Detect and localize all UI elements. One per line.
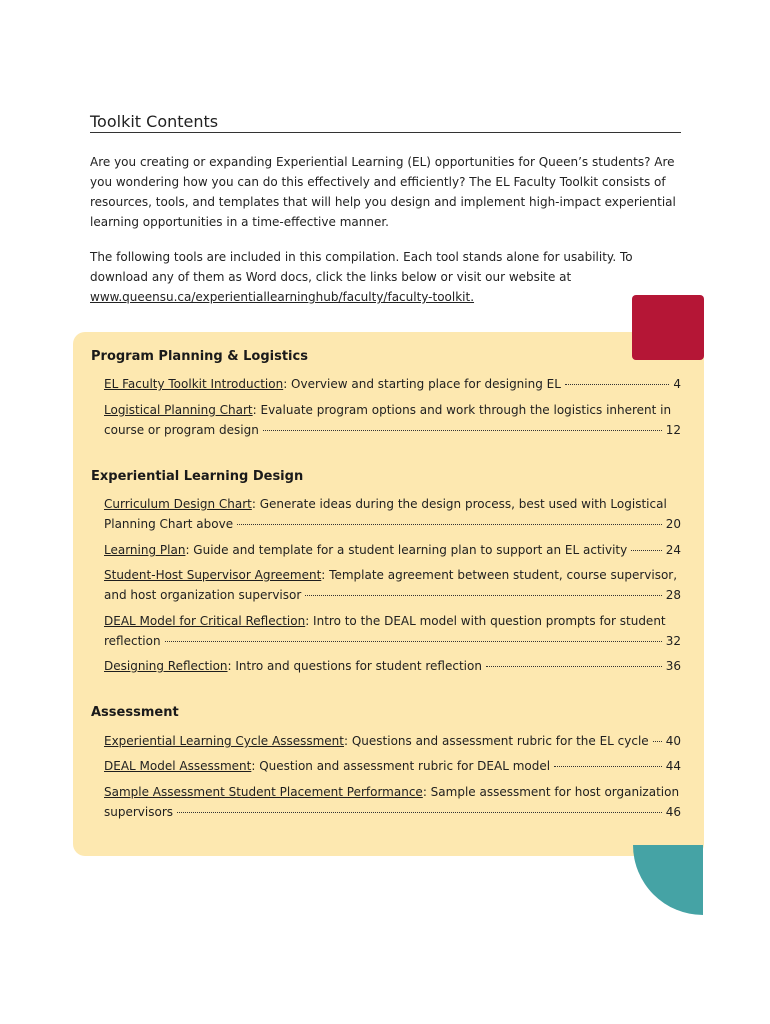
toc-entry: Sample Assessment Student Placement Performance: Sample assessment for host organization supervisors 46 — [104, 782, 681, 822]
toc-entry: DEAL Model Assessment: Question and assessment rubric for DEAL model 44 — [104, 756, 681, 776]
page-number: 44 — [665, 759, 681, 773]
page-number: 4 — [673, 377, 681, 391]
toc-entry: DEAL Model for Critical Reflection: Intro to the DEAL model with question prompts for student reflection 32 — [104, 611, 681, 651]
toc-entry: Experiential Learning Cycle Assessment: Questions and assessment rubric for the EL cycle 40 — [104, 731, 681, 751]
toc-link[interactable]: DEAL Model for Critical Reflection — [104, 614, 306, 628]
leader-dots — [565, 384, 669, 385]
leader-dots — [177, 812, 662, 813]
toc-link[interactable]: EL Faculty Toolkit Introduction — [104, 377, 284, 391]
leader-dots — [165, 641, 662, 642]
toc-link[interactable]: DEAL Model Assessment — [104, 759, 252, 773]
toc-link[interactable]: Experiential Learning Cycle Assessment — [104, 734, 344, 748]
toc-entry: Student-Host Supervisor Agreement: Template agreement between student, course supervisor, and host organization supervisor 28 — [104, 565, 681, 605]
page-number: 36 — [665, 659, 681, 673]
toc-link[interactable]: Designing Reflection — [104, 659, 228, 673]
leader-dots — [486, 666, 662, 667]
toc-entry: Curriculum Design Chart: Generate ideas during the design process, best used with Logistical Planning Chart above 20 — [104, 494, 681, 534]
leader-dots — [263, 430, 662, 431]
toc-entry: EL Faculty Toolkit Introduction: Overview and starting place for designing EL 4 — [104, 374, 681, 394]
page-heading: Toolkit Contents — [90, 112, 681, 133]
page-number: 24 — [665, 543, 681, 557]
toc-link[interactable]: Curriculum Design Chart — [104, 497, 252, 511]
toc-link[interactable]: Sample Assessment Student Placement Performance — [104, 785, 423, 799]
toolkit-website-link[interactable]: www.queensu.ca/experientiallearninghub/faculty/faculty-toolkit. — [90, 290, 475, 304]
leader-dots — [631, 550, 661, 551]
leader-dots — [305, 595, 661, 596]
section-title: Assessment — [91, 705, 179, 720]
intro-paragraph: Are you creating or expanding Experiential Learning (EL) opportunities for Queen’s students? Are you wondering how you can do this effectively and efficiently? The EL Faculty Toolkit consists of resources, tools, and templates that will help you design and implement high-impact experiential learning opportunities in a time-effective manner. — [90, 155, 676, 229]
leader-dots — [237, 524, 662, 525]
page-number: 46 — [665, 805, 681, 819]
toc-link[interactable]: Logistical Planning Chart — [104, 403, 253, 417]
page-number: 20 — [665, 517, 681, 531]
section-title: Experiential Learning Design — [91, 469, 304, 484]
leader-dots — [653, 741, 662, 742]
download-text: The following tools are included in this compilation. Each tool stands alone for usability. To download any of them as Word docs, click the links below or visit our website at — [90, 250, 633, 284]
toc-entry: Learning Plan: Guide and template for a student learning plan to support an EL activity 24 — [104, 540, 681, 560]
toc-link[interactable]: Student-Host Supervisor Agreement — [104, 568, 322, 582]
section-title: Program Planning & Logistics — [91, 349, 308, 364]
page-number: 12 — [665, 423, 681, 437]
download-paragraph — [90, 247, 690, 307]
page-number: 28 — [665, 588, 681, 602]
page-number: 32 — [665, 634, 681, 648]
decorative-teal-shape — [633, 845, 703, 915]
leader-dots — [554, 766, 662, 767]
toc-entry: Designing Reflection: Intro and questions for student reflection 36 — [104, 656, 681, 676]
page-number: 40 — [665, 734, 681, 748]
toc-link[interactable]: Learning Plan — [104, 543, 186, 557]
toc-entry: Logistical Planning Chart: Evaluate program options and work through the logistics inherent in course or program design 12 — [104, 400, 681, 440]
